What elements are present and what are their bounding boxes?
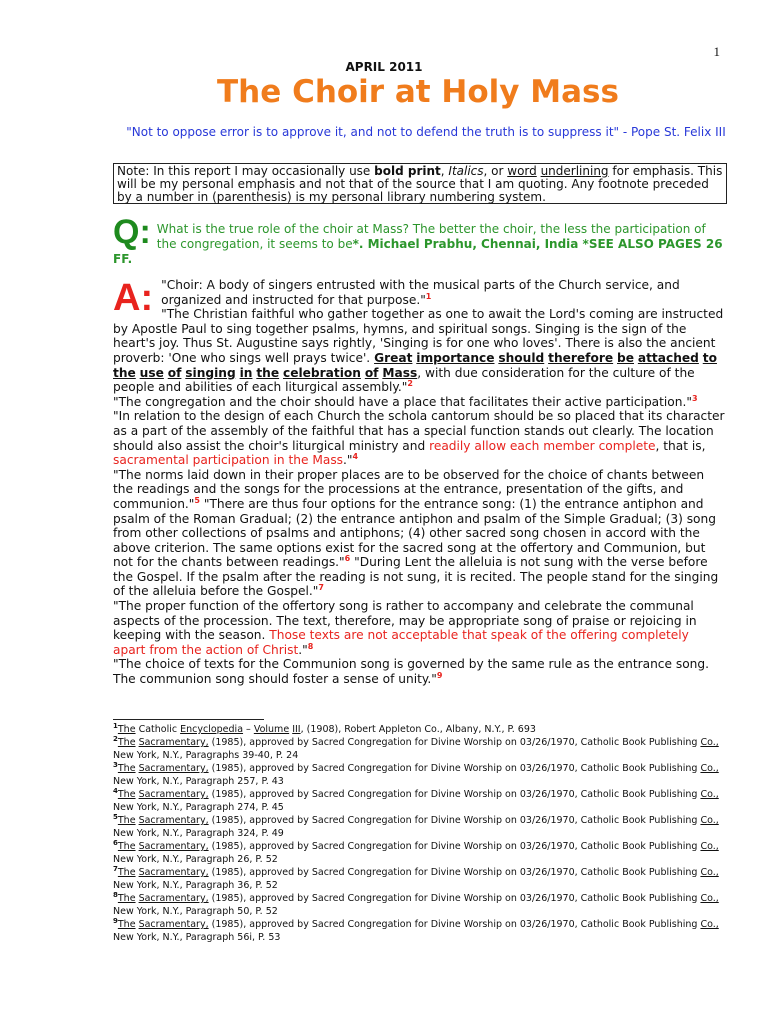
answer-paragraph: "The choice of texts for the Communion song is governed by the same rule as the entrance song. The communion song should foster a sense of unity."$^9$ (113, 657, 710, 687)
page-title: The Choir at Holy Mass (217, 74, 619, 110)
footnote-ref: 2 (407, 379, 413, 389)
answer-paragraph: "The congregation and the choir should have a place that facilitates their active participation."$^3$ (113, 393, 698, 409)
footnote-divider (113, 719, 264, 720)
emphasis-note-box: Note: In this report I may occasionally use bold print, Italics, or word underlining for emphasis. This will be my personal emphasis and not that of the source that I am quoting. Any footnote preceded by a number in (parenthesis) is my personal library numbering system. (113, 163, 727, 204)
footnote-ref: 1 (425, 291, 432, 301)
question-attribution: *. Michael Prabhu, Chennai, India *SEE ALSO PAGES 26 FF. (113, 237, 723, 266)
footnote-9: $^9$The Sacramentary, (1985), approved by Sacred Congregation for Divine Worship on 03/26/1970, Catholic Book Publishing Co., New York, N.Y., Paragraph 56i, P. 53 (113, 916, 719, 943)
footnote-ref: 4 (352, 452, 359, 462)
note-italics-example: Italics (448, 164, 484, 178)
footnote-2: $^2$The Sacramentary, (1985), approved by Sacred Congregation for Divine Worship on 03/26/1970, Catholic Book Publishing Co., New York, N.Y., Paragraphs 39-40, P. 24 (113, 734, 719, 761)
answer-paragraph: "The Christian faithful who gather together as one to await the Lord's coming are instructed by Apostle Paul to sing together psalms, hymns, and spiritual songs. Singing is the sign of the heart's joy. Thus St. Augustine says rightly, 'Singing is for one who loves'. There is also the ancient proverb: 'One who sings well prays twice'. Great importance should therefore be attached to the use of singing in the celebration of Mass, with due consideration for the culture of the people and abilities of each liturgical assembly."$^2$ (113, 307, 724, 395)
footnote-ref: 9 (436, 670, 443, 680)
highlighted-text: Those texts are not acceptable that speak of the offering completely apart from the action of Christ (113, 628, 689, 657)
footnote-5: $^5$The Sacramentary, (1985), approved by Sacred Congregation for Divine Worship on 03/26/1970, Catholic Book Publishing Co., New York, N.Y., Paragraph 324, P. 49 (113, 812, 719, 839)
footnote-ref: 8 (307, 641, 314, 651)
footnote-8: $^8$The Sacramentary, (1985), approved by Sacred Congregation for Divine Worship on 03/26/1970, Catholic Book Publishing Co., New York, N.Y., Paragraph 50, P. 52 (113, 890, 719, 917)
highlighted-text: readily allow each member complete (429, 438, 656, 453)
highlighted-text: sacramental participation in the Mass (113, 453, 344, 468)
footnote-ref: 6 (344, 554, 351, 564)
footnote-7: $^7$The Sacramentary, (1985), approved by Sacred Congregation for Divine Worship on 03/26/1970, Catholic Book Publishing Co., New York, N.Y., Paragraph 36, P. 52 (113, 864, 719, 891)
footnote-4: $^4$The Sacramentary, (1985), approved by Sacred Congregation for Divine Worship on 03/26/1970, Catholic Book Publishing Co., New York, N.Y., Paragraph 274, P. 45 (113, 786, 719, 813)
answer-paragraph: "Choir: A body of singers entrusted with the musical parts of the Church service, and organized and instructed for that purpose."$^1$ (161, 278, 680, 307)
footnote-1: $^1$The Catholic Encyclopedia – Volume III, (1908), Robert Appleton Co., Albany, N.Y., P. 693 (113, 721, 536, 735)
report-date: APRIL 2011 (345, 60, 423, 74)
answer-paragraph: "The proper function of the offertory song is rather to accompany and celebrate the communal aspects of the procession. The text, therefore, may be appropriate song of praise or rejoicing in keeping with the season. Those texts are not acceptable that speak of the offering completely apart from the action of Christ."$^8$ (113, 599, 697, 657)
footnote-ref: 7 (318, 583, 324, 593)
question-text: What is the true role of the choir at Mass? The better the choir, the less the participation of the congregation, it seems to be*. Michael Prabhu, Chennai, India *SEE ALSO PAGES 26 FF. (113, 222, 723, 266)
question-block (113, 213, 725, 267)
note-underline-word-2: underlining (540, 164, 609, 178)
answer-paragraph: "In relation to the design of each Church the schola cantorum should be so placed that its character as a part of the assembly of the faithful that has a special function stands out clearly. The location should also assist the choir's liturgical ministry and readily allow each member complete, that is, sacramental participation in the Mass."$^4$ (113, 409, 725, 468)
question-marker: Q: (113, 213, 151, 251)
footnote-6: $^6$The Sacramentary, (1985), approved by Sacred Congregation for Divine Worship on 03/26/1970, Catholic Book Publishing Co., New York, N.Y., Paragraph 26, P. 52 (113, 838, 719, 865)
footnote-ref: 3 (691, 393, 698, 403)
epigraph: "Not to oppose error is to approve it, and not to defend the truth is to suppress it" - Pope St. Felix III (126, 125, 726, 139)
note-underline-word: word (507, 164, 537, 178)
answer-marker: A: (113, 277, 154, 319)
footnotes (113, 723, 725, 944)
note-bold-example: bold print (374, 164, 441, 178)
page-number: 1 (713, 44, 720, 59)
answer-paragraph: "The norms laid down in their proper places are to be observed for the choice of chants between the readings and the songs for the processions at the entrance, presentation of the gifts, and communion."$^5$ "There are thus four options for the entrance song: (1) the entrance antiphon and psalm of the Roman Gradual; (2) the entrance antiphon and psalm of the Simple Gradual; (3) song from other collections of psalms and antiphons; (4) other sacred song chosen in accord with the above criterion. The same options exist for the sacred song at the offertory and Communion, but not for the chants between readings."$^6$ "During Lent the alleluia is not sung with the verse before the Gospel. If the psalm after the reading is not sung, it is recited. The people stand for the singing of the alleluia before the Gospel."$^7$ (113, 467, 719, 599)
footnote-3: $^3$The Sacramentary, (1985), approved by Sacred Congregation for Divine Worship on 03/26/1970, Catholic Book Publishing Co., New York, N.Y., Paragraph 257, P. 43 (113, 760, 719, 787)
footnote-ref: 5 (194, 495, 200, 505)
answer-block (113, 278, 725, 687)
